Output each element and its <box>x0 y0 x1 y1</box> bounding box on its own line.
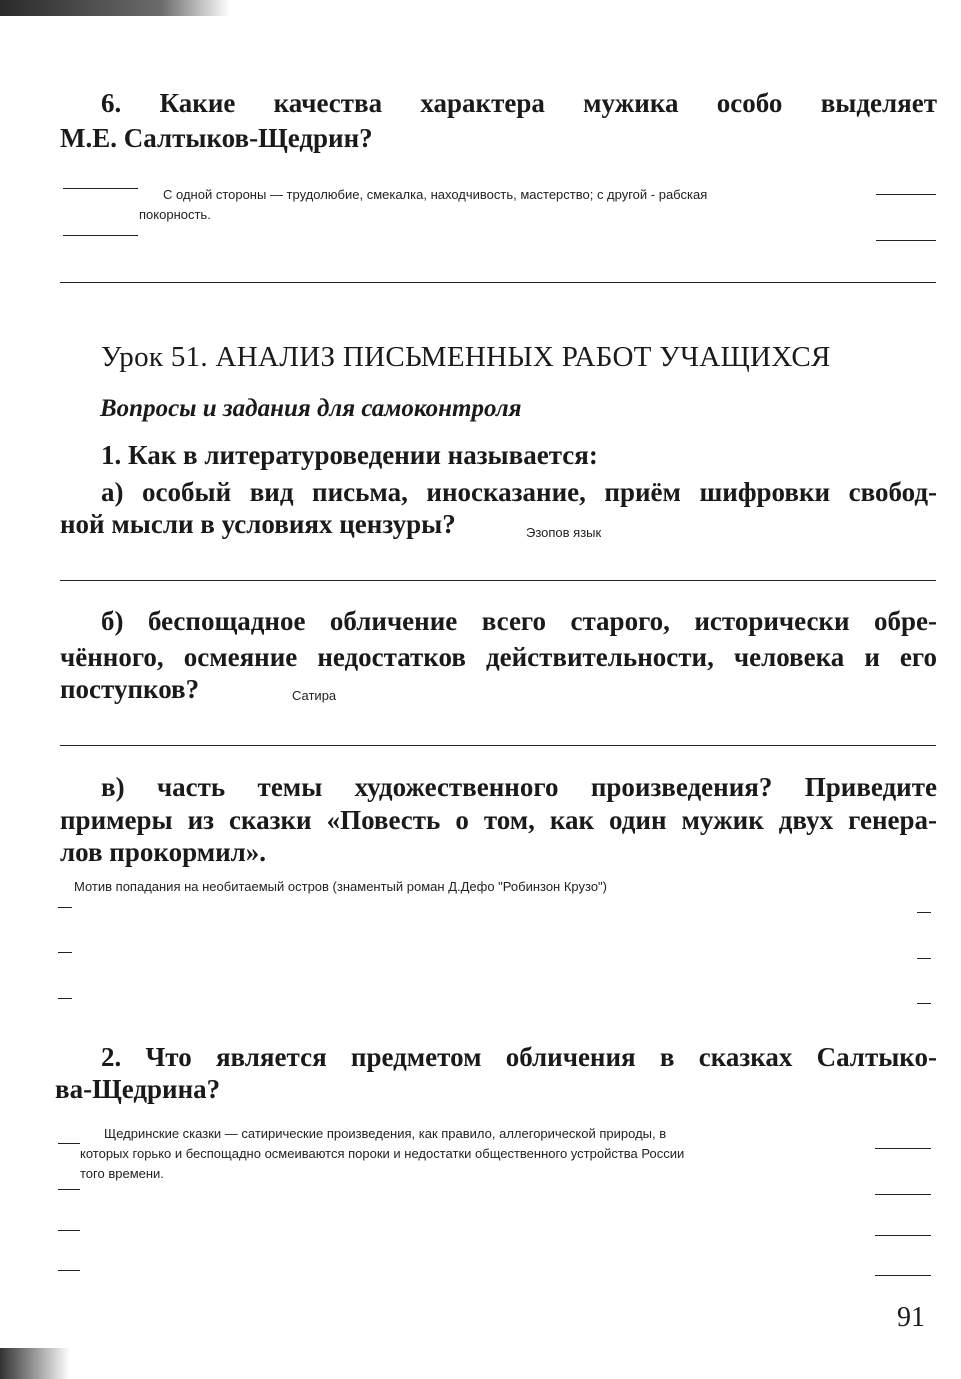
answer-2-line3: того времени. <box>80 1166 164 1181</box>
answer-6-line1: С одной стороны — трудолюбие, смекалка, находчивость, мастерство; с другой - рабская <box>163 187 708 202</box>
question-1a-line1: а) особый вид письма, иносказание, приём шифровки свобод- <box>101 477 937 507</box>
answer-line <box>60 282 936 283</box>
answer-line <box>58 1230 80 1231</box>
answer-line-stub <box>917 912 931 913</box>
question-2-line1: 2. Что является предметом обличения в сказках Салтыко- <box>101 1042 937 1072</box>
question-2-line2: ва-Щедрина? <box>55 1074 221 1104</box>
answer-line-stub <box>58 952 72 953</box>
answer-line <box>875 1194 931 1195</box>
answer-line-stub <box>58 998 72 999</box>
page-number: 91 <box>897 1302 925 1333</box>
answer-line-stub <box>58 907 72 908</box>
question-1-title: 1. Как в литературоведении называется: <box>101 440 598 470</box>
answer-line <box>58 1143 80 1144</box>
answer-line <box>60 745 936 746</box>
answer-line <box>876 194 936 195</box>
answer-1b: Сатира <box>292 688 337 703</box>
question-1c-line2: примеры из сказки «Повесть о том, как один мужик двух генера- <box>60 805 937 835</box>
question-6-line1 <box>101 86 937 120</box>
scan-shadow-top <box>0 0 230 16</box>
answer-line <box>63 235 138 236</box>
answer-line <box>875 1235 931 1236</box>
answer-line <box>58 1189 80 1190</box>
answer-line <box>58 1270 80 1271</box>
answer-line-stub <box>917 1003 931 1004</box>
answer-line-stub <box>917 958 931 959</box>
answer-line <box>63 188 138 189</box>
question-1c-line1: в) часть темы художественного произведения? Приведите <box>101 772 937 802</box>
answer-1a: Эзопов язык <box>526 525 602 540</box>
answer-6-line2: покорность. <box>139 207 211 222</box>
question-1b-line1: б) беспощадное обличение всего старого, исторически обре- <box>101 606 937 636</box>
question-6-text: Какие качества характера мужика особо выделяет <box>159 88 938 118</box>
question-1b-line2: чённого, осмеяние недостатков действительности, человека и его <box>60 642 937 672</box>
answer-line <box>875 1275 931 1276</box>
question-1c-line3: лов прокормил». <box>60 837 267 867</box>
scan-shadow-bottom <box>0 1348 70 1379</box>
question-1a-line2: ной мысли в условиях цензуры? <box>60 509 456 539</box>
question-6-line2: М.Е. Салтыков-Щедрин? <box>60 123 373 153</box>
section-subtitle: Вопросы и задания для самоконтроля <box>100 395 522 422</box>
lesson-title: Урок 51. АНАЛИЗ ПИСЬМЕННЫХ РАБОТ УЧАЩИХСЯ <box>101 341 831 373</box>
question-6-number: 6. <box>101 88 122 118</box>
question-1b-line3: поступков? <box>60 674 200 704</box>
answer-2-line1: Щедринские сказки — сатирические произведения, как правило, аллегорической природы, в <box>104 1126 667 1141</box>
answer-line <box>876 240 936 241</box>
answer-1c: Мотив попадания на необитаемый остров (знаментый роман Д.Дефо "Робинзон Крузо") <box>74 879 607 894</box>
answer-2-line2: которых горько и беспощадно осмеиваются пороки и недостатки общественного устройства России <box>80 1146 685 1161</box>
answer-line <box>60 580 936 581</box>
answer-line <box>875 1148 931 1149</box>
